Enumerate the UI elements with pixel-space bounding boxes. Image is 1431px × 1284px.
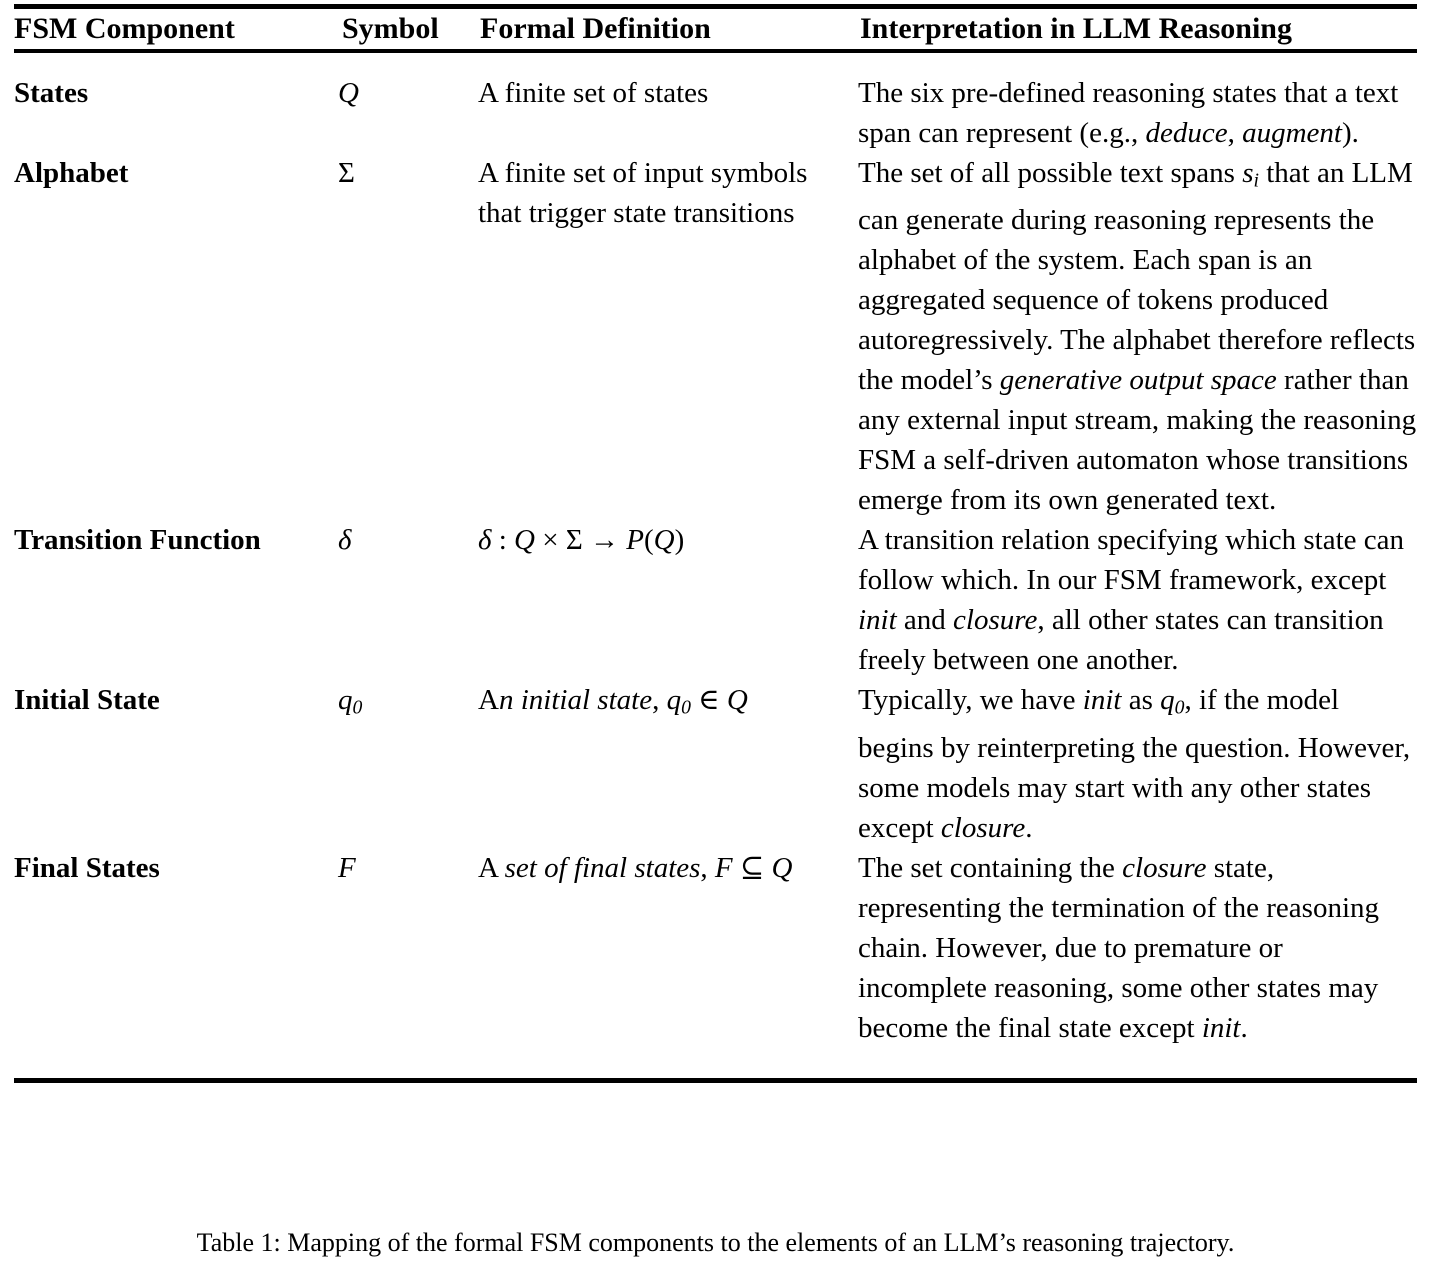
math-variable: o: [544, 851, 559, 884]
header-row: [14, 9, 1417, 49]
math-sigma: Σ: [565, 524, 583, 557]
table-row: [14, 848, 1417, 1078]
math-sigma: Σ: [338, 157, 355, 189]
cell-fsm-component: Alphabet: [14, 157, 129, 189]
math-variable: l: [619, 851, 628, 884]
math-variable: l: [581, 684, 591, 717]
table-row: [14, 680, 1417, 847]
table-row: [14, 153, 1417, 520]
math-variable: a: [616, 684, 632, 717]
cell-formal-definition: An initial state, $q_0$ ∈ Q: [478, 684, 748, 719]
emphasis-text: init: [1201, 1011, 1241, 1044]
column-header-definition: Formal Definition: [480, 12, 711, 45]
math-variable: F: [714, 851, 733, 884]
fsm-table-container: [14, 4, 1417, 1083]
math-variable: s: [689, 851, 701, 884]
math-variable: n: [590, 851, 605, 884]
cell-fsm-component: Transition Function: [14, 524, 261, 557]
math-variable: f: [558, 851, 567, 884]
math-subscript: i: [1253, 169, 1259, 192]
math-variable: n: [528, 684, 544, 717]
math-symbol: $q_0$: [1160, 684, 1185, 719]
math-variable: s: [504, 851, 516, 884]
math-variable: a: [567, 684, 582, 717]
table-row: [14, 53, 1417, 153]
math-subscript: 0: [352, 696, 363, 719]
table-bottom-rule: [14, 1078, 1417, 1083]
table-body: [14, 53, 1417, 1078]
math-variable: t: [551, 684, 560, 717]
math-variable: a: [653, 851, 669, 884]
cell-interpretation: A transition relation specifying which state can follow which. In our FSM framework, except init and closure, all other states can transition freely between one another.: [858, 524, 1405, 677]
column-header-interpretation: Interpretation in LLM Reasoning: [860, 12, 1292, 45]
math-variable: t: [528, 851, 537, 884]
math-variable: $q_0$: [666, 684, 691, 719]
cell-fsm-component: Initial State: [14, 684, 160, 717]
math-variable: Q: [771, 851, 793, 884]
cell-interpretation: The set containing the closure state, representing the termination of the reasoning chain. However, due to premature or incomplete reasoning, some other states may become the final state except init.: [858, 851, 1380, 1044]
emphasis-text: closure: [1122, 851, 1207, 884]
math-variable: Q: [653, 524, 675, 557]
emphasis-text: deduce: [1145, 117, 1228, 149]
math-variable: t: [631, 684, 640, 717]
cell-formal-definition: δ : Q × Σ → P(Q): [478, 524, 685, 557]
emphasis-text: closure: [953, 604, 1038, 637]
math-variable: i: [581, 851, 591, 884]
cell-fsm-component: States: [14, 77, 89, 109]
fsm-mapping-table-body: [14, 53, 1417, 1078]
math-variable: t: [668, 851, 677, 884]
table-caption: Table 1: Mapping of the formal FSM components to the elements of an LLM’s reasoning trajectory.: [196, 1228, 1235, 1257]
cell-symbol: F: [338, 851, 356, 884]
emphasis-text: init: [1082, 684, 1122, 717]
math-subscript: 0: [1174, 696, 1185, 719]
cell-formal-definition: A set of final states, F ⊆ Q: [478, 851, 793, 884]
math-symbol: $s_i$: [1242, 157, 1259, 192]
emphasis-text: closure: [940, 811, 1026, 844]
table-header: [14, 9, 1417, 49]
math-variable: P: [626, 524, 644, 557]
math-variable: s: [597, 684, 609, 717]
math-variable: i: [543, 684, 552, 717]
math-variable: f: [573, 851, 582, 884]
cell-formal-definition: A finite set of states: [478, 77, 709, 109]
math-variable: i: [559, 684, 568, 717]
math-variable: s: [634, 851, 646, 884]
math-variable: t: [645, 851, 654, 884]
math-variable: e: [515, 851, 529, 884]
cell-symbol: $q_0$: [338, 684, 363, 719]
math-variable: Q: [514, 524, 535, 557]
cell-symbol: δ: [338, 524, 352, 557]
cell-symbol: [338, 153, 478, 520]
emphasis-text: init: [858, 604, 897, 637]
math-variable: i: [520, 684, 529, 717]
cell-interpretation: Typically, we have init as $q_0$, if the model begins by reinterpreting the question. However, some models may start with any other states except closure.: [858, 684, 1411, 844]
math-variable: e: [639, 684, 653, 717]
cell-symbol: Q: [338, 77, 359, 109]
cell-formal-definition: A finite set of input symbols that trigger state transitions: [478, 157, 808, 229]
math-variable: δ: [478, 524, 492, 557]
fsm-mapping-table: [14, 9, 1417, 49]
math-variable: t: [608, 684, 617, 717]
cell-interpretation: The set of all possible text spans $s_i$ that an LLM can generate during reasoning represents the alphabet of the system. Each span is an aggregated sequence of tokens produced autoregressively. The alphabet therefore reflects the model’s generative output space rather than any external input stream, making the reasoning FSM a self-driven automaton whose transitions emerge from its own generated text.: [858, 157, 1417, 517]
table-row: [14, 520, 1417, 680]
math-subscript: 0: [681, 696, 691, 719]
cell-interpretation: The six pre-defined reasoning states that a text span can represent (e.g., deduce, augment).: [858, 77, 1399, 149]
math-variable: e: [676, 851, 690, 884]
emphasis-text: augment: [1242, 117, 1342, 149]
math-variable: Q: [726, 684, 748, 717]
emphasis-text: generative output space: [999, 364, 1277, 397]
math-variable: n: [498, 684, 514, 717]
math-variable: a: [604, 851, 620, 884]
cell-fsm-component: Final States: [14, 851, 160, 884]
column-header-component: FSM Component: [14, 12, 235, 45]
column-header-symbol: Symbol: [342, 12, 439, 45]
